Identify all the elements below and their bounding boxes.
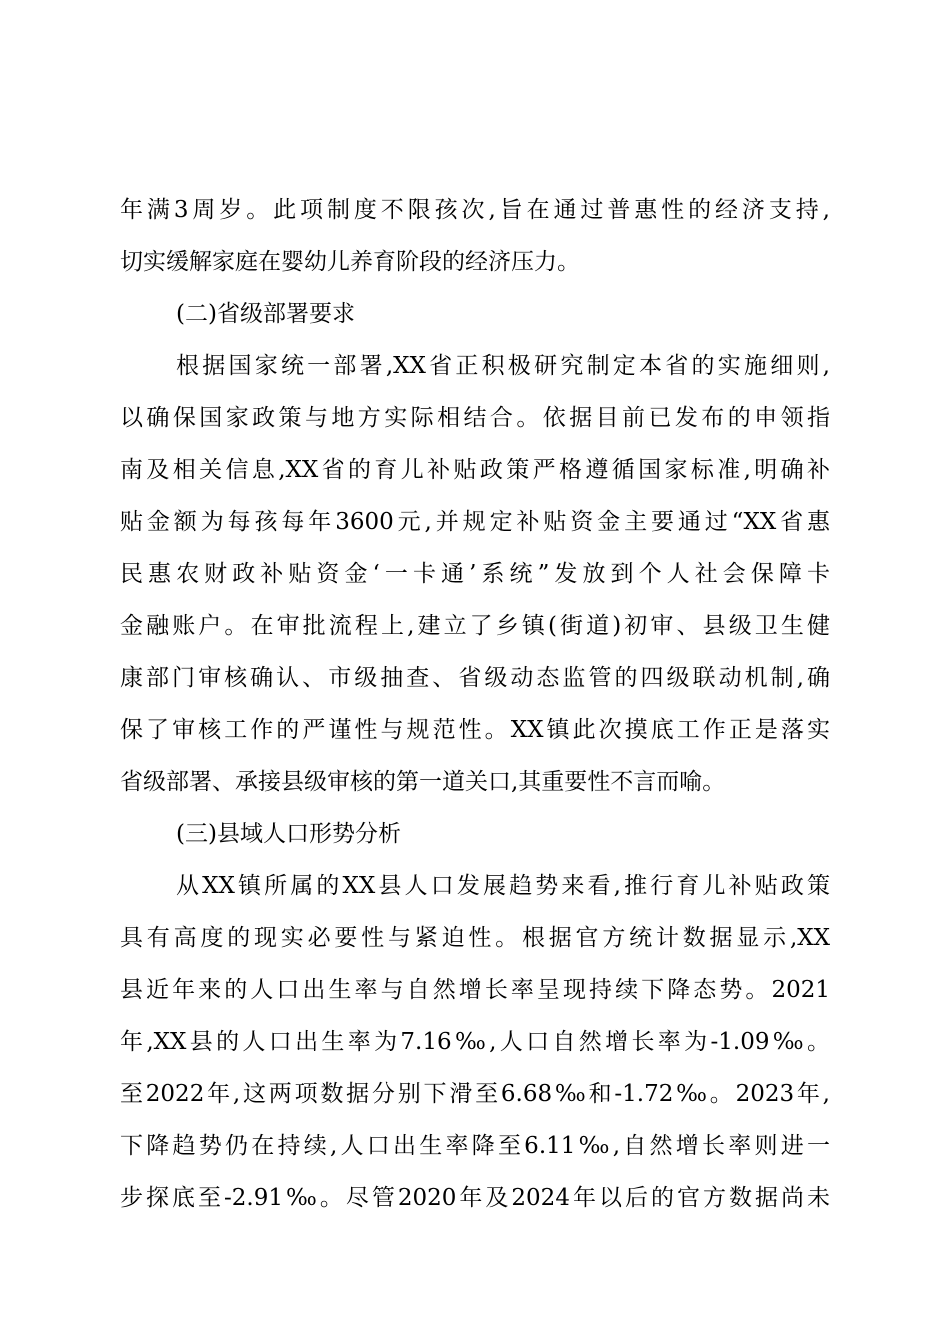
section-heading: (三)县域人口形势分析 [176,821,401,847]
document-body [120,184,830,1224]
text-line: 贴金额为每孩每年3600元,并规定补贴资金主要通过“XX省惠 [120,509,830,535]
text-line: 下降趋势仍在持续,人口出生率降至6.11‰,自然增长率则进一 [120,1133,830,1159]
text-line: 金融账户。在审批流程上,建立了乡镇(街道)初审、县级卫生健 [120,613,830,639]
text-line: 年满3周岁。此项制度不限孩次,旨在通过普惠性的经济支持, [120,197,830,223]
text-line: 具有高度的现实必要性与紧迫性。根据官方统计数据显示,XX [120,925,830,951]
text-line: 以确保国家政策与地方实际相结合。依据目前已发布的申领指 [120,405,830,431]
text-line: 南及相关信息,XX省的育儿补贴政策严格遵循国家标准,明确补 [120,457,830,483]
text-lines [120,184,830,1224]
text-line: 步探底至-2.91‰。尽管2020年及2024年以后的官方数据尚未 [120,1185,830,1211]
text-line: 省级部署、承接县级审核的第一道关口,其重要性不言而喻。 [120,769,726,795]
paragraph-first-line: 根据国家统一部署,XX省正积极研究制定本省的实施细则, [176,353,830,379]
text-line: 切实缓解家庭在婴幼儿养育阶段的经济压力。 [120,249,580,275]
text-line: 保了审核工作的严谨性与规范性。XX镇此次摸底工作正是落实 [120,717,830,743]
text-line: 康部门审核确认、市级抽查、省级动态监管的四级联动机制,确 [120,665,830,691]
text-line: 民惠农财政补贴资金‘一卡通’系统”发放到个人社会保障卡 [120,561,830,587]
text-line: 至2022年,这两项数据分别下滑至6.68‰和-1.72‰。2023年, [120,1081,830,1107]
text-line: 年,XX县的人口出生率为7.16‰,人口自然增长率为-1.09‰。 [120,1029,830,1055]
paragraph-first-line: 从XX镇所属的XX县人口发展趋势来看,推行育儿补贴政策 [176,873,830,899]
text-line: 县近年来的人口出生率与自然增长率呈现持续下降态势。2021 [120,977,830,1003]
section-heading: (二)省级部署要求 [176,301,355,327]
